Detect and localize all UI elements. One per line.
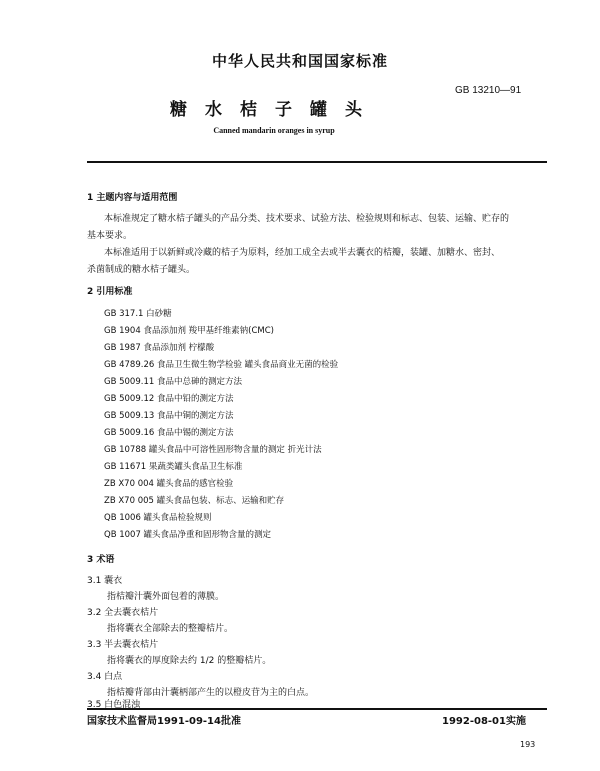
term-3-2-definition: 指将囊衣全部除去的整瓣桔片。 (107, 624, 234, 634)
reference-item: GB 10788 罐头食品中可溶性固形物含量的测定 折光计法 (104, 445, 322, 455)
term-3-1-definition: 指桔瓣汁囊外面包着的薄膜。 (107, 592, 225, 602)
footer-divider (87, 708, 547, 710)
reference-item: ZB X70 004 罐头食品的感官检验 (104, 479, 234, 489)
section-3-heading: 3 术语 (87, 555, 115, 565)
section-1-para-1-line-2: 基本要求。 (87, 231, 133, 241)
header-divider (87, 161, 547, 163)
page-number: 193 (520, 740, 536, 749)
reference-item: GB 11671 果蔬类罐头食品卫生标准 (104, 462, 243, 472)
reference-item: GB 5009.16 食品中锡的测定方法 (104, 428, 234, 438)
term-3-1-title: 3.1 囊衣 (87, 576, 123, 586)
section-1-para-2-line-1: 本标准适用于以新鲜或冷藏的桔子为原料，经加工成全去或半去囊衣的桔瓣，装罐、加糖水、密封、 (104, 248, 501, 258)
term-3-3-title: 3.3 半去囊衣桔片 (87, 640, 159, 650)
reference-item: GB 1987 食品添加剂 柠檬酸 (104, 343, 215, 353)
issuing-organization: 中华人民共和国国家标准 (211, 52, 388, 70)
reference-item: ZB X70 005 罐头食品包装、标志、运输和贮存 (104, 496, 285, 506)
standard-number: GB 13210—91 (455, 85, 522, 96)
reference-item: GB 1904 食品添加剂 羧甲基纤维素钠(CMC) (104, 326, 274, 336)
reference-item: GB 5009.12 食品中铅的测定方法 (104, 394, 234, 404)
reference-item: GB 5009.11 食品中总砷的测定方法 (104, 377, 242, 387)
term-3-4-title: 3.4 白点 (87, 672, 123, 682)
reference-item: QB 1006 罐头食品检验规则 (104, 513, 212, 523)
term-3-3-definition: 指将囊衣的厚度除去约 1/2 的整瓣桔片。 (107, 656, 272, 666)
approval-date: 国家技术监督局1991-09-14批准 (87, 716, 241, 727)
reference-item: GB 5009.13 食品中铜的测定方法 (104, 411, 234, 421)
effective-date: 1992-08-01实施 (442, 716, 526, 727)
term-3-2-title: 3.2 全去囊衣桔片 (87, 608, 159, 618)
reference-item: GB 317.1 白砂糖 (104, 309, 172, 319)
section-1-para-1-line-1: 本标准规定了糖水桔子罐头的产品分类、技术要求、试验方法、检验规则和标志、包装、运输、贮存的 (104, 214, 510, 224)
document-title: 糖水桔子罐头 (170, 100, 380, 120)
section-1-heading: 1 主题内容与适用范围 (87, 193, 178, 203)
reference-item: QB 1007 罐头食品净重和固形物含量的测定 (104, 530, 272, 540)
reference-item: GB 4789.26 食品卫生微生物学检验 罐头食品商业无菌的检验 (104, 360, 339, 370)
section-2-heading: 2 引用标准 (87, 287, 133, 297)
section-1-para-2-line-2: 杀菌制成的糖水桔子罐头。 (87, 265, 196, 275)
term-3-5-title: 3.5 白色混浊 (87, 700, 141, 710)
english-title: Canned mandarin oranges in syrup (213, 126, 335, 135)
term-3-4-definition: 指桔瓣背部由汁囊柄部产生的以橙皮苷为主的白点。 (107, 688, 315, 698)
